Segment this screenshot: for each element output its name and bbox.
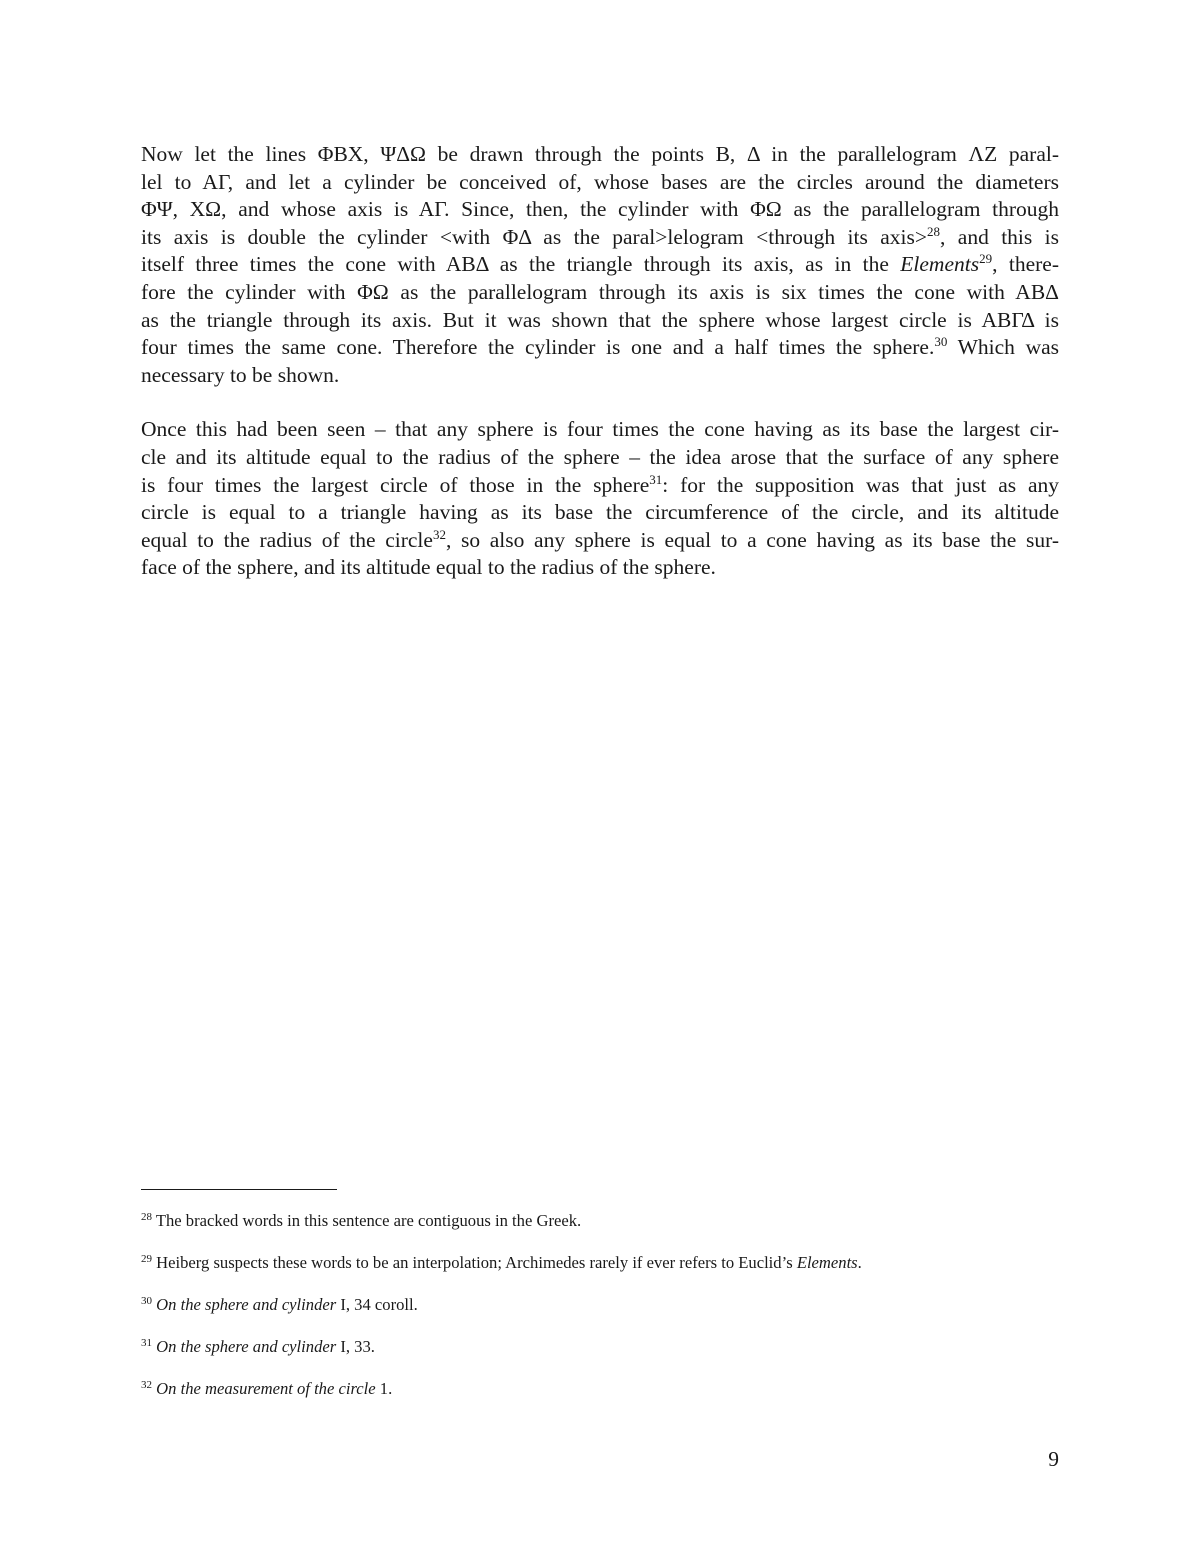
footnote-marker: 32 (432, 526, 446, 542)
text-line (141, 334, 1059, 362)
text-run: The bracked words in this sentence are contiguous in the Greek. (152, 1211, 582, 1230)
text-run: Heiberg suspects these words to be an interpolation; Archimedes rarely if ever refers to Euclid’s (152, 1253, 797, 1272)
text-run: its axis is double the cylinder <with ΦΔ as the paral>lelogram <through its axis> (141, 224, 928, 249)
footnote-marker: 28 (141, 1211, 152, 1223)
paragraph-2 (141, 416, 1059, 582)
footnote-marker: 31 (141, 1337, 152, 1349)
footnote (141, 1336, 1059, 1358)
footnote-marker: 29 (141, 1253, 152, 1265)
text-run: 1. (375, 1379, 393, 1398)
footnote (141, 1210, 1059, 1232)
text-run: necessary to be shown. (141, 362, 340, 387)
text-run: : for the supposition was that just as any (662, 472, 1060, 497)
text-line (141, 499, 1059, 527)
text-run: equal to the radius of the circle (141, 527, 433, 552)
text-line (141, 141, 1059, 169)
italic-text: Elements (900, 252, 980, 277)
text-line (141, 362, 1059, 390)
text-run: fore the cylinder with ΦΩ as the parallelogram through its axis is six times the cone with ABΔ (141, 279, 1059, 304)
footnote (141, 1378, 1059, 1400)
body-text (141, 141, 1059, 582)
footnote-marker: 31 (649, 471, 663, 487)
text-run: Now let the lines ΦBX, ΨΔΩ be drawn through the points B, Δ in the parallelogram ΛZ paral- (141, 142, 1059, 166)
footnote (141, 1252, 1059, 1274)
text-run: itself three times the cone with ABΔ as the triangle through its axis, as in the (141, 252, 901, 277)
text-run: I, 34 coroll. (336, 1295, 418, 1314)
text-line (141, 169, 1059, 197)
footnotes (141, 1210, 1059, 1420)
text-line (141, 472, 1059, 500)
footnote-marker: 28 (927, 223, 941, 239)
text-line (141, 224, 1059, 252)
text-run: . (857, 1253, 862, 1272)
text-run: I, 33. (336, 1337, 375, 1356)
footnote-marker: 29 (979, 251, 993, 267)
text-run: Which was (947, 335, 1060, 360)
text-line (141, 196, 1059, 224)
text-run: , and this is (940, 224, 1059, 249)
italic-text: On the sphere and cylinder (156, 1337, 337, 1356)
text-run: ΦΨ, XΩ, and whose axis is AΓ. Since, then, the cylinder with ΦΩ as the parallelogram through (141, 197, 1059, 222)
page-number: 9 (1048, 1447, 1059, 1471)
text-run: Once this had been seen – that any sphere is four times the cone having as its base the largest cir- (141, 417, 1059, 442)
italic-text: On the measurement of the circle (156, 1379, 376, 1398)
text-line (141, 416, 1059, 444)
paragraph-gap (141, 389, 1059, 416)
text-run: face of the sphere, and its altitude equal to the radius of the sphere. (141, 555, 716, 580)
text-run: circle is equal to a triangle having as its base the circumference of the circle, and its altitude (141, 500, 1059, 525)
footnote-marker: 32 (141, 1379, 152, 1391)
text-run: is four times the largest circle of those in the sphere (141, 472, 650, 497)
text-run: , there- (992, 252, 1059, 277)
text-run: , so also any sphere is equal to a cone having as its base the sur- (445, 527, 1059, 552)
text-run: lel to AΓ, and let a cylinder be conceived of, whose bases are the circles around the diameters (141, 169, 1059, 194)
text-run: cle and its altitude equal to the radius of the sphere – the idea arose that the surface of any sphere (141, 444, 1059, 469)
text-run: as the triangle through its axis. But it was shown that the sphere whose largest circle is ABΓΔ is (141, 307, 1059, 332)
italic-text: Elements (796, 1253, 858, 1272)
text-line (141, 444, 1059, 472)
footnote-marker: 30 (141, 1295, 152, 1307)
text-line (141, 527, 1059, 555)
text-line (141, 251, 1059, 279)
footnote-rule (141, 1189, 337, 1190)
text-line (141, 307, 1059, 335)
text-line (141, 279, 1059, 307)
paragraph-1 (141, 141, 1059, 389)
text-line (141, 554, 1059, 582)
footnote-marker: 30 (934, 334, 948, 350)
italic-text: On the sphere and cylinder (156, 1295, 337, 1314)
text-run: four times the same cone. Therefore the cylinder is one and a half times the sphere. (141, 335, 935, 360)
footnote (141, 1294, 1059, 1316)
